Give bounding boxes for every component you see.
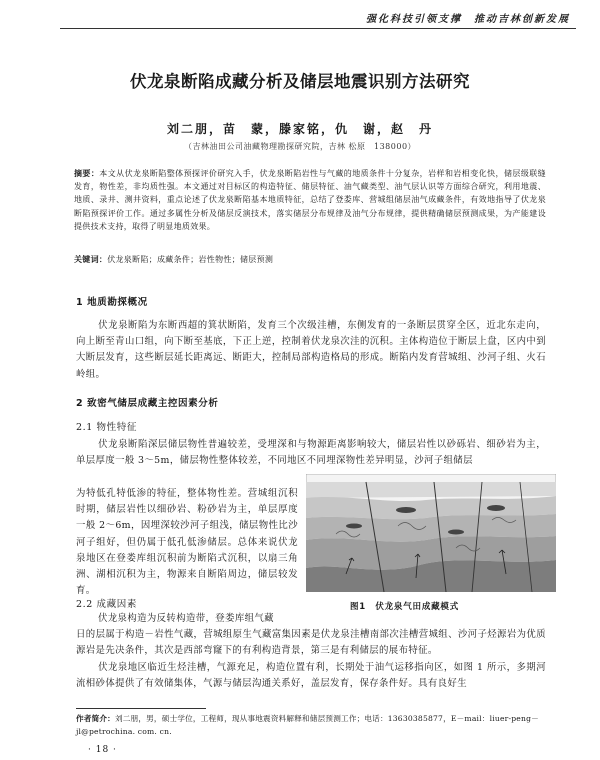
section-2-2-paragraph-b (76, 627, 546, 659)
section-2-2-text-a: 伏龙泉构造为反转构造带，登娄库组气藏 (98, 613, 274, 624)
reservoir-model-illustration (306, 474, 556, 592)
section-2-1-paragraph-full (76, 437, 546, 469)
author-footnote (76, 712, 554, 738)
article-authors: 刘二朋，苗 蒙，滕家铭，仇 谢，赵 丹 (166, 122, 433, 136)
section-2-2-paragraph-a (76, 611, 298, 627)
figure-caption: 图1 伏龙泉气田成藏模式 (350, 602, 460, 612)
section-1-paragraph (76, 318, 546, 383)
section-2-1-paragraph-left (76, 486, 298, 599)
section-2-heading: 2 致密气储层成藏主控因素分析 (76, 398, 219, 409)
article-affiliation: （吉林油田公司油藏物理勘探研究院，吉林 松原 138000） (183, 142, 417, 151)
page-number: · 18 · (88, 745, 117, 755)
abstract-label: 摘要： (74, 169, 100, 178)
section-2-2-heading: 2.2 成藏因素 (76, 599, 137, 610)
section-1-text: 伏龙泉断陷为东断西超的箕状断陷，发育三个次级洼槽，东侧发育的一条断层贯穿全区，近北东走向，向上断至青山口组，向下断至基底，下正上逆，控制着伏龙泉次洼的沉积。主体构造位于断层上盘，区内中到大断层发育，这些断层延长距离远、断距大，控制局部构造格局的形成。断陷内发育营城组、沙河子组、火石岭组。 (76, 320, 546, 380)
keywords-label: 关键词： (74, 255, 108, 264)
footnote-label: 作者简介： (76, 714, 115, 723)
section-1-heading: 1 地质勘探概况 (76, 297, 148, 308)
section-2-2-paragraph-c (76, 660, 546, 692)
section-2-2-text-b: 日的层属于构造－岩性气藏，营城组原生气藏富集因素是伏龙泉洼槽南部次洼槽营城组、沙河子烃源岩为优质源岩是先决条件，其次是西部弯窿下的有利构造背景，第三是有利储层的展布特征。 (76, 629, 546, 657)
keywords-text: 伏龙泉断陷；成藏条件；岩性物性；储层预测 (107, 255, 274, 264)
section-2-1-heading: 2.1 物性特征 (76, 422, 137, 433)
section-2-1-text-left: 为特低孔特低渗的特征，整体物性差。营城组沉积时期，储层岩性以细砂岩、粉砂岩为主，单层厚度一般 2～6m，因埋深较沙河子组浅，储层物性比沙河子组好，但仍属于低孔低渗储层。总体来说伏龙泉地区在登娄库组沉积前为断陷式沉积，以扇三角洲、湖相沉积为主，物源来自断陷周边，储层较发育。 (76, 488, 298, 597)
abstract (74, 167, 546, 233)
section-2-2-text-c: 伏龙泉地区临近生烃洼槽，气源充足，构造位置有利，长期处于油气运移指向区，如图 1 所示，多期河流相砂体提供了有效储集体，气源与储层沟通关系好，盖层发育，保存条件好。具有良好生 (76, 662, 546, 690)
reservoir-model-figure (306, 474, 556, 592)
footnote-text: 刘二朋，男，硕士学位，工程师，现从事地震资料解释和储层预测工作；电话：13630385877，E－mail：liuer-peng－jl@petrochina. com. cn. (76, 714, 539, 736)
keywords (74, 253, 546, 266)
article-title: 伏龙泉断陷成藏分析及储层地震识别方法研究 (130, 72, 470, 91)
section-2-1-text-full: 伏龙泉断陷深层储层物性普遍较差，受埋深和与物源距离影响较大，储层岩性以砂砾岩、细砂岩为主，单层厚度一般 3～5m，储层物性整体较差，不同地区不同埋深物性差异明显，沙河子组储层 (76, 439, 546, 467)
abstract-text: 本文从伏龙泉断陷整体预探评价研究入手，伏龙泉断陷岩性与气藏的地质条件十分复杂，岩样和岩相变化快，储层级联缝发育，物性差，非均质性强。本文通过对目标区的构造特征、储层特征、油气藏类型、油气层认识等方面综合研究，利用地震、地质、录井、测井资料，重点论述了伏龙泉断陷基本地质特征，总结了登娄库、营城组储层油气成藏条件，有效地指导了伏龙泉断陷预探评价工作。通过多属性分析及储层反演技术，落实储层分布规律及油气分布规律，提供精确储层预测成果，为产能建设提供技术支持，取得了明显地质效果。 (74, 169, 546, 231)
header-slogan: 强化科技引领支撑 推动吉林创新发展 (366, 14, 570, 25)
header-rule (60, 28, 576, 29)
footnote-rule (76, 708, 206, 709)
